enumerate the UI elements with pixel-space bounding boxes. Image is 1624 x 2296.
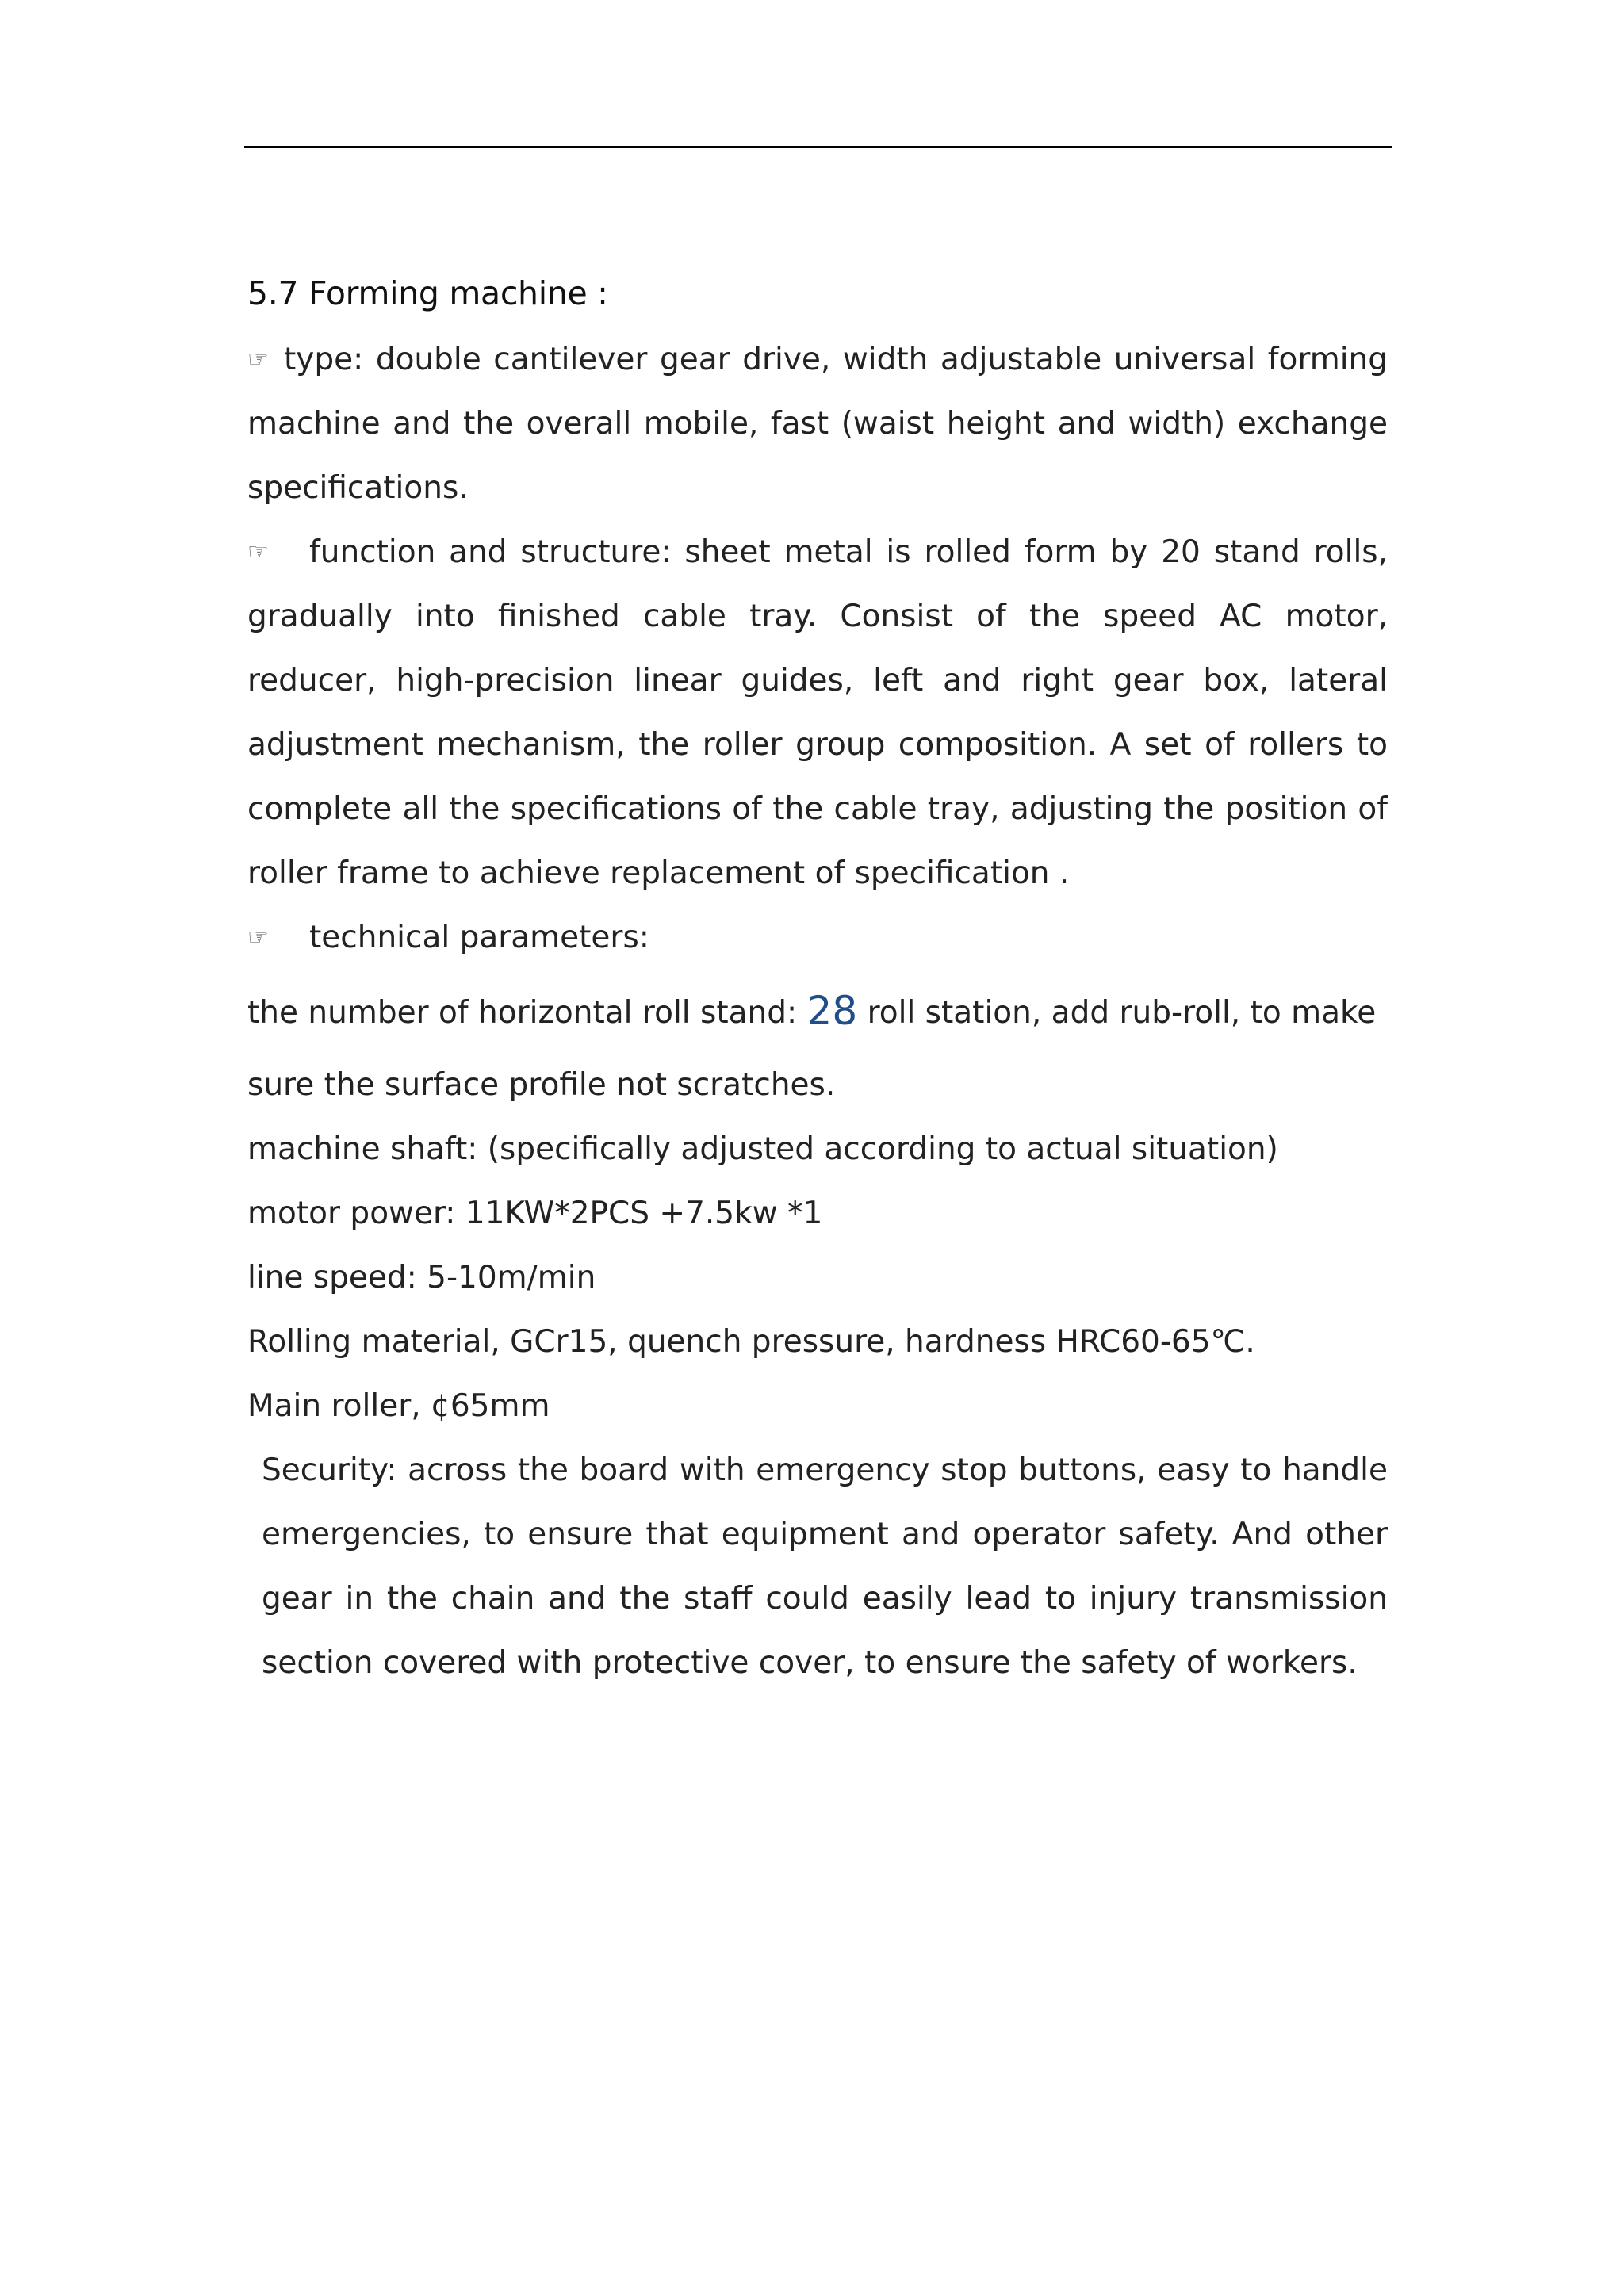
document-body xyxy=(247,262,1388,1695)
pointing-hand-icon: ☞ xyxy=(247,538,269,566)
param-motor-power: motor power: 11KW*2PCS +7.5kw *1 xyxy=(247,1196,823,1231)
param-line-speed: line speed: 5-10m/min xyxy=(247,1260,596,1295)
bullet-function-structure xyxy=(247,520,1388,905)
pointing-hand-icon: ☞ xyxy=(247,346,269,373)
bullet-technical-parameters-text: technical parameters: xyxy=(309,920,649,955)
header-rule xyxy=(244,146,1392,148)
bullet-function-structure-text: function and structure: sheet metal is rolled form by 20 stand rolls, gradually into finished cable tray. Consist of the speed AC motor, reducer, high-precision linear guides, left and right gear box, lateral adjustment mechanism, the roller group composition. A set of rollers to complete all the specifications of the cable tray, adjusting the position of roller frame to achieve replacement of specification . xyxy=(247,534,1388,891)
pointing-hand-icon: ☞ xyxy=(247,924,269,951)
section-title: 5.7 Forming machine : xyxy=(247,274,608,312)
param-machine-shaft: machine shaft: (specifically adjusted according to actual situation) xyxy=(247,1131,1278,1167)
param-roll-stand-prefix: the number of horizontal roll stand: xyxy=(247,995,807,1031)
bullet-technical-parameters xyxy=(247,905,1388,970)
param-roll-stand-line2: sure the surface profile not scratches. xyxy=(247,1067,836,1103)
param-roll-stand xyxy=(247,971,1388,1053)
security-paragraph: Security: across the board with emergency stop buttons, easy to handle emergencies, to ensure that equipment and operator safety. And other gear in the chain and the staff could easily lead to injury transmission section covered with protective cover, to ensure the safety of workers. xyxy=(262,1452,1388,1681)
param-roll-stand-suffix: roll station, add rub-roll, to make xyxy=(857,995,1377,1031)
param-roll-stand-number: 28 xyxy=(806,988,858,1034)
param-rolling-material: Rolling material, GCr15, quench pressure, hardness HRC60-65℃. xyxy=(247,1324,1255,1360)
param-main-roller: Main roller, ¢65mm xyxy=(247,1388,550,1424)
bullet-type-text: type: double cantilever gear drive, width adjustable universal forming machine and the overall mobile, fast (waist height and width) exchange specifications. xyxy=(247,342,1388,506)
bullet-type xyxy=(247,327,1388,520)
